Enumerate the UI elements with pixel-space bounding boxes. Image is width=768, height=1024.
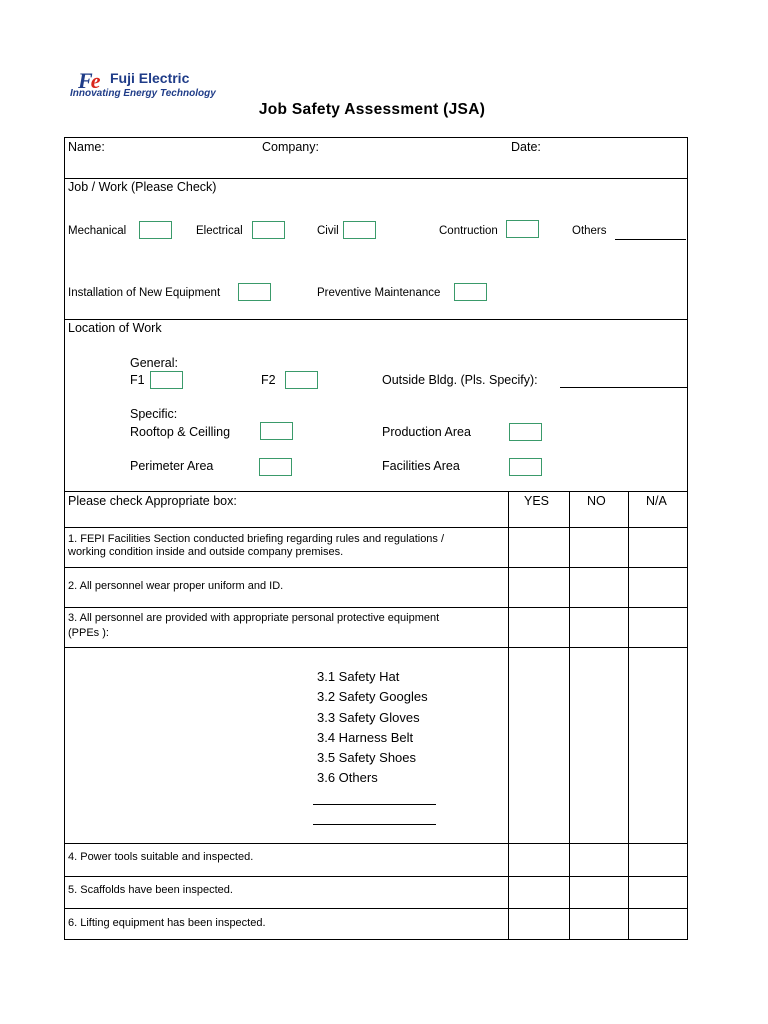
item-3-line-2: (PPEs ): — [68, 627, 109, 639]
option-preventive: Preventive Maintenance — [317, 287, 441, 299]
location-heading: Location of Work — [68, 321, 162, 335]
perimeter-label: Perimeter Area — [130, 459, 214, 473]
divider — [65, 647, 687, 648]
rooftop-checkbox[interactable] — [260, 422, 293, 440]
column-divider — [628, 491, 629, 940]
date-label: Date: — [511, 140, 541, 154]
electrical-checkbox[interactable] — [252, 221, 285, 239]
ppe-item: 3.3 Safety Gloves — [317, 710, 420, 725]
perimeter-checkbox[interactable] — [259, 458, 292, 476]
facilities-label: Facilities Area — [382, 459, 460, 473]
checklist-heading: Please check Appropriate box: — [68, 494, 237, 508]
company-label: Company: — [262, 140, 319, 154]
ppe-others-input-line[interactable] — [313, 824, 436, 825]
divider — [65, 607, 687, 608]
f2-label: F2 — [261, 373, 276, 387]
civil-checkbox[interactable] — [343, 221, 376, 239]
logo-mark-icon: Fe — [78, 68, 99, 93]
item-3-line-1: 3. All personnel are provided with appropriate personal protective equipment — [68, 612, 440, 624]
rooftop-label: Rooftop & Ceilling — [130, 425, 231, 439]
divider — [65, 876, 687, 877]
outside-bldg-input-line[interactable] — [560, 387, 688, 388]
f1-label: F1 — [130, 373, 145, 387]
option-installation: Installation of New Equipment — [68, 287, 221, 299]
document-title: Job Safety Assessment (JSA) — [258, 101, 486, 118]
mechanical-checkbox[interactable] — [139, 221, 172, 239]
item-2: 2. All personnel wear proper uniform and ID. — [68, 580, 284, 592]
na-column-header: N/A — [646, 494, 667, 508]
name-label: Name: — [68, 140, 105, 154]
facilities-checkbox[interactable] — [509, 458, 542, 476]
ppe-item: 3.5 Safety Shoes — [317, 750, 417, 765]
divider — [65, 908, 687, 909]
option-mechanical: Mechanical — [68, 225, 127, 237]
specific-label: Specific: — [130, 407, 178, 421]
divider — [65, 491, 687, 492]
production-checkbox[interactable] — [509, 423, 542, 441]
no-column-header: NO — [587, 494, 606, 508]
option-civil: Civil — [317, 225, 339, 237]
ppe-item: 3.2 Safety Googles — [317, 689, 428, 704]
column-divider — [508, 491, 509, 940]
general-label: General: — [130, 356, 178, 370]
company-logo — [70, 66, 220, 102]
column-divider — [569, 491, 570, 940]
item-5: 5. Scaffolds have been inspected. — [68, 884, 233, 896]
f1-checkbox[interactable] — [150, 371, 183, 389]
option-contruction: Contruction — [439, 225, 498, 237]
job-work-heading: Job / Work (Please Check) — [68, 180, 217, 194]
f2-checkbox[interactable] — [285, 371, 318, 389]
logo-tagline: Innovating Energy Technology — [70, 88, 216, 99]
ppe-others-input-line[interactable] — [313, 804, 436, 805]
ppe-item: 3.4 Harness Belt — [317, 730, 414, 745]
option-electrical: Electrical — [196, 225, 243, 237]
outside-bldg-label: Outside Bldg. (Pls. Specify): — [382, 373, 538, 387]
ppe-item: 3.6 Others — [317, 770, 378, 785]
item-6: 6. Lifting equipment has been inspected. — [68, 917, 266, 929]
yes-column-header: YES — [524, 494, 550, 508]
item-1-line-1: 1. FEPI Facilities Section conducted briefing regarding rules and regulations / — [68, 533, 445, 545]
logo-brand: Fuji Electric — [110, 70, 190, 86]
item-1-line-2: working condition inside and outside company premises. — [68, 546, 344, 558]
others-input-line[interactable] — [615, 239, 686, 240]
installation-checkbox[interactable] — [238, 283, 271, 301]
divider — [65, 527, 687, 528]
divider — [65, 178, 687, 179]
divider — [65, 319, 687, 320]
contruction-checkbox[interactable] — [506, 220, 539, 238]
preventive-checkbox[interactable] — [454, 283, 487, 301]
divider — [65, 567, 687, 568]
production-label: Production Area — [382, 425, 471, 439]
ppe-item: 3.1 Safety Hat — [317, 669, 400, 684]
item-4: 4. Power tools suitable and inspected. — [68, 851, 254, 863]
option-others: Others — [572, 225, 607, 237]
divider — [65, 843, 687, 844]
